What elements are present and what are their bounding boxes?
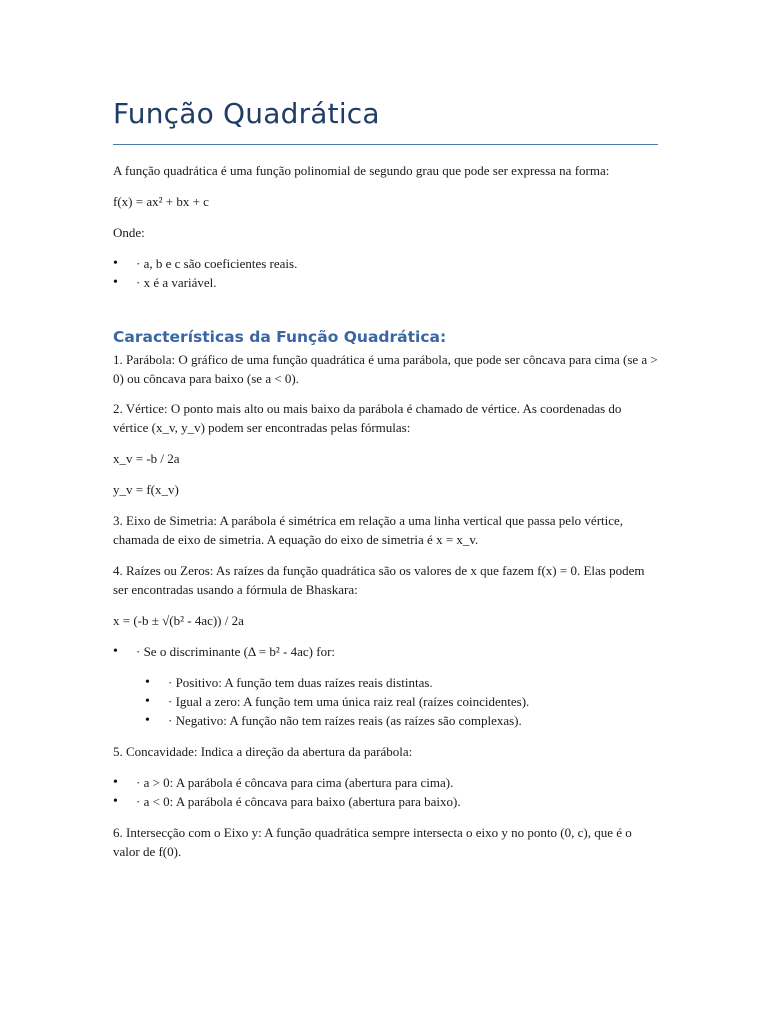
list-item: • · Se o discriminante (Δ = b² - 4ac) for: [113, 644, 336, 659]
quadratic-formula: f(x) = ax² + bx + c [113, 194, 209, 209]
bullet-icon: • [113, 256, 118, 271]
page-title: Função Quadrática [113, 93, 658, 145]
bullet-icon: • [113, 275, 118, 290]
bullet-icon: • [145, 675, 150, 690]
list-item: • · a, b e c são coeficientes reais. [113, 256, 298, 271]
bullet-icon: • [113, 775, 118, 790]
list-item: • · x é a variável. [113, 275, 217, 290]
paragraph-raizes: 4. Raízes ou Zeros: As raízes da função quadrática são os valores de x que fazem f(x) = 0. Elas podem ser encontradas usando a fórmula de Bhaskara: [113, 563, 645, 597]
list-item: • · Positivo: A função tem duas raízes reais distintas. [145, 675, 433, 690]
intro-paragraph: A função quadrática é uma função polinomial de segundo grau que pode ser expressa na forma: [113, 163, 610, 178]
bullet-icon: • [113, 794, 118, 809]
section-heading: Características da Função Quadrática: [113, 328, 447, 346]
discriminant-sublist [113, 673, 658, 730]
paragraph-concavidade: 5. Concavidade: Indica a direção da abertura da parábola: [113, 744, 413, 759]
concavity-list [113, 773, 658, 811]
list-item: • · a < 0: A parábola é côncava para baixo (abertura para baixo). [113, 794, 461, 809]
formula-yv: y_v = f(x_v) [113, 482, 179, 497]
formula-xv: x_v = -b / 2a [113, 451, 180, 466]
paragraph-interseccao: 6. Intersecção com o Eixo y: A função quadrática sempre intersecta o eixo y no ponto (0, c), que é o valor de f(0). [113, 825, 632, 859]
document-body [113, 93, 658, 861]
list-item: • · a > 0: A parábola é côncava para cima (abertura para cima). [113, 775, 454, 790]
list-item: • · Negativo: A função não tem raízes reais (as raízes são complexas). [145, 713, 522, 728]
bullet-icon: • [113, 644, 118, 659]
paragraph-eixo-simetria: 3. Eixo de Simetria: A parábola é simétrica em relação a uma linha vertical que passa pelo vértice, chamada de eixo de simetria. A equação do eixo de simetria é x = x_v. [113, 513, 624, 547]
bullet-icon: • [145, 694, 150, 709]
paragraph-parabola: 1. Parábola: O gráfico de uma função quadrática é uma parábola, que pode ser côncava para cima (se a > 0) ou côncava para baixo (se a < 0). [113, 352, 658, 386]
bullet-icon: • [145, 713, 150, 728]
formula-bhaskara: x = (-b ± √(b² - 4ac)) / 2a [113, 613, 244, 628]
onde-list [113, 254, 658, 292]
discriminant-list [113, 642, 658, 661]
paragraph-vertice: 2. Vértice: O ponto mais alto ou mais baixo da parábola é chamado de vértice. As coordenadas do vértice (x_v, y_v) podem ser encontradas pelas fórmulas: [113, 401, 622, 435]
onde-label: Onde: [113, 225, 145, 240]
list-item: • · Igual a zero: A função tem uma única raiz real (raízes coincidentes). [145, 694, 530, 709]
